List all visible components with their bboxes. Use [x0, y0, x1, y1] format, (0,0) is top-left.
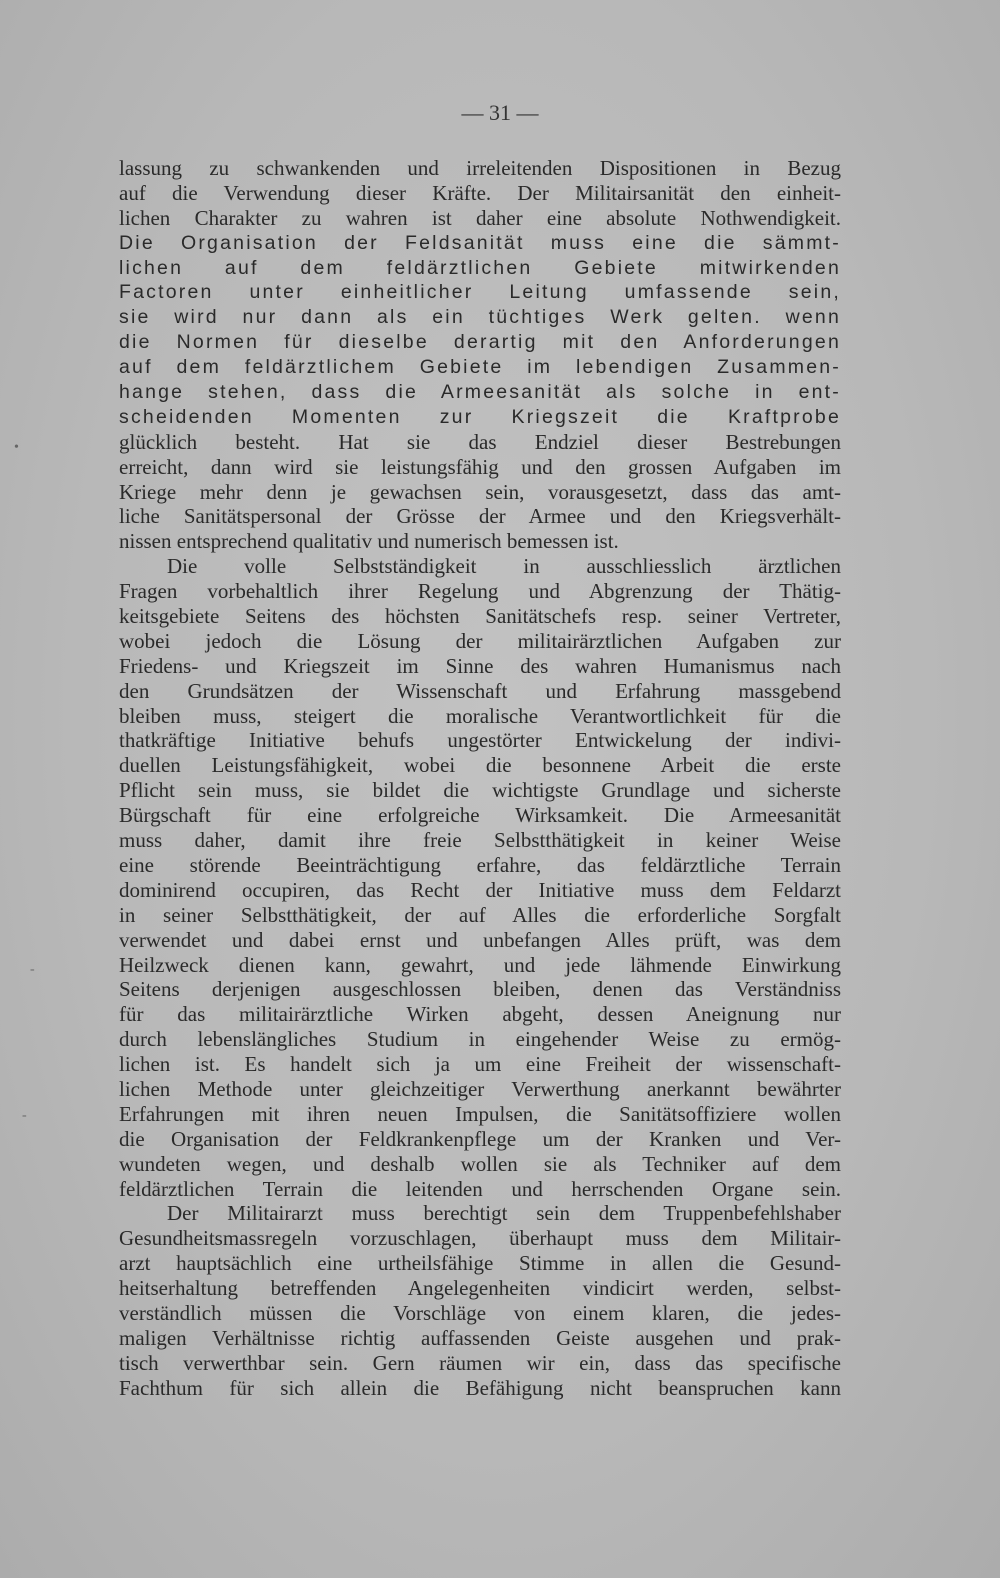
text-line: durch lebenslängliches Studium in eingehender Weise zu ermög- [119, 1027, 841, 1052]
text-line: hange stehen, dass die Armeesanität als solche in ent- [119, 381, 841, 404]
margin-mark: • [14, 440, 19, 455]
text-line: Heilzweck dienen kann, gewahrt, und jede lähmende Einwirkung [119, 952, 841, 977]
text-line: Pflicht sein muss, sie bildet die wichtigste Grundlage und sicherste [119, 778, 841, 803]
text-line: verständlich müssen die Vorschläge von einem klaren, die jedes- [119, 1300, 841, 1325]
text-line: Die Organisation der Feldsanität muss eine die sämmt- [119, 231, 841, 254]
text-line: duellen Leistungsfähigkeit, wobei die besonnene Arbeit die erste [119, 753, 841, 778]
text-line: verwendet und dabei ernst und unbefangen Alles prüft, was dem [119, 927, 841, 952]
text-line: Die volle Selbstständigkeit in ausschliesslich ärztlichen [167, 554, 841, 579]
text-line: Seitens derjenigen ausgeschlossen bleiben, denen das Verständniss [119, 977, 841, 1002]
text-line: scheidenden Momenten zur Kriegszeit die Kraftprobe [119, 405, 841, 428]
text-line: Erfahrungen mit ihren neuen Impulsen, die Sanitätsoffiziere wollen [119, 1101, 841, 1126]
text-line: keitsgebiete Seitens des höchsten Sanitätschefs resp. seiner Vertreter, [119, 604, 841, 629]
text-line: glücklich besteht. Hat sie das Endziel dieser Bestrebungen [119, 429, 841, 454]
text-line: Kriege mehr denn je gewachsen sein, vorausgesetzt, dass das amt- [119, 479, 841, 504]
text-line: Factoren unter einheitlicher Leitung umfassende sein, [119, 281, 841, 304]
text-line: wobei jedoch die Lösung der militairärztlichen Aufgaben zur [119, 628, 841, 653]
text-line: Fachthum für sich allein die Befähigung nicht beanspruchen kann [119, 1375, 841, 1400]
text-line: Friedens- und Kriegszeit im Sinne des wahren Humanismus nach [119, 653, 841, 678]
text-line: lichen Methode unter gleichzeitiger Verwerthung anerkannt bewährter [119, 1076, 841, 1101]
page-number: — 31 — [461, 100, 539, 125]
text-line: lichen Charakter zu wahren ist daher eine absolute Nothwendigkeit. [119, 205, 841, 230]
text-line: Fragen vorbehaltlich ihrer Regelung und Abgrenzung der Thätig- [119, 579, 841, 604]
text-line: feldärztlichen Terrain die leitenden und herrschenden Organe sein. [119, 1176, 841, 1201]
text-line: Bürgschaft für eine erfolgreiche Wirksamkeit. Die Armeesanität [119, 803, 841, 828]
text-line: arzt hauptsächlich eine urtheilsfähige Stimme in allen die Gesund- [119, 1251, 841, 1276]
text-line: erreicht, dann wird sie leistungsfähig und den grossen Aufgaben im [119, 454, 841, 479]
text-line: dominirend occupiren, das Recht der Initiative muss dem Feldarzt [119, 877, 841, 902]
text-line: liche Sanitätspersonal der Grösse der Armee und den Kriegsverhält- [119, 504, 841, 529]
text-line: auf die Verwendung dieser Kräfte. Der Militairsanität den einheit- [119, 180, 841, 205]
text-line: Der Militairarzt muss berechtigt sein dem Truppenbefehlshaber [167, 1201, 841, 1226]
text-line: thatkräftige Initiative behufs ungestörter Entwickelung der indivi- [119, 728, 841, 753]
text-line: heitserhaltung betreffenden Angelegenheiten vindicirt werden, selbst- [119, 1276, 841, 1301]
margin-mark: - [22, 1108, 27, 1123]
text-line: eine störende Beeinträchtigung erfahre, das feldärztliche Terrain [119, 852, 841, 877]
text-line: tisch verwerthbar sein. Gern räumen wir ein, dass das specifische [119, 1350, 841, 1375]
text-line: nissen entsprechend qualitativ und numerisch bemessen ist. [119, 529, 619, 554]
text-line: bleiben muss, steigert die moralische Verantwortlichkeit für die [119, 703, 841, 728]
text-line: lichen auf dem feldärztlichen Gebiete mitwirkenden [119, 256, 841, 279]
text-line: in seiner Selbstthätigkeit, der auf Alles die erforderliche Sorgfalt [119, 902, 841, 927]
text-line: muss daher, damit ihre freie Selbstthätigkeit in keiner Weise [119, 828, 841, 853]
text-line: den Grundsätzen der Wissenschaft und Erfahrung massgebend [119, 678, 841, 703]
margin-mark: - [30, 962, 35, 977]
text-line: lassung zu schwankenden und irreleitenden Dispositionen in Bezug [119, 156, 841, 180]
text-line: die Normen für dieselbe derartig mit den Anforderungen [119, 331, 841, 354]
text-line: sie wird nur dann als ein tüchtiges Werk gelten. wenn [119, 306, 841, 329]
text-line: maligen Verhältnisse richtig auffassenden Geiste ausgehen und prak- [119, 1325, 841, 1350]
text-line: wundeten wegen, und deshalb wollen sie als Techniker auf dem [119, 1151, 841, 1176]
text-line: auf dem feldärztlichem Gebiete im lebendigen Zusammen- [119, 356, 841, 379]
text-line: Gesundheitsmassregeln vorzuschlagen, überhaupt muss dem Militair- [119, 1226, 841, 1251]
text-line: für das militairärztliche Wirken abgeht, dessen Aneignung nur [119, 1002, 841, 1027]
text-line: die Organisation der Feldkrankenpflege um der Kranken und Ver- [119, 1126, 841, 1151]
text-line: lichen ist. Es handelt sich ja um eine Freiheit der wissenschaft- [119, 1052, 841, 1077]
body-text [119, 156, 841, 1401]
